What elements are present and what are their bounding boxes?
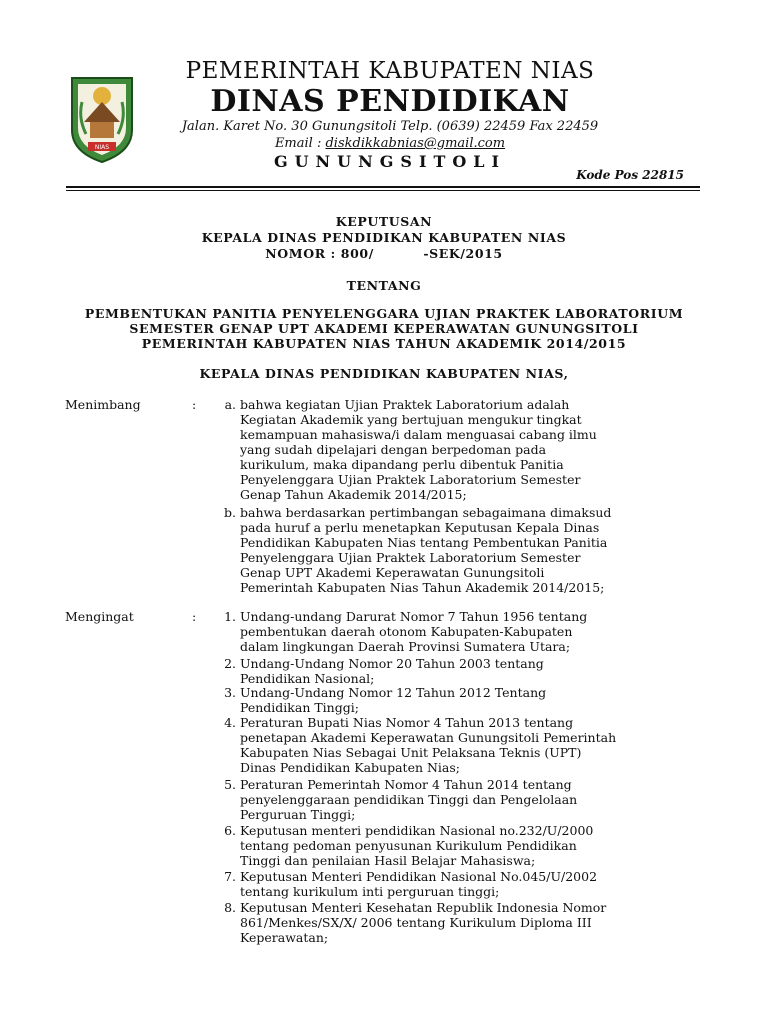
text-line: Pemerintah Kabupaten Nias Tahun Akademik 2014/2015; bbox=[240, 580, 605, 595]
text-line: bahwa kegiatan Ujian Praktek Laboratorium adalah bbox=[240, 397, 570, 412]
text-line: Penyelenggara Ujian Praktek Laboratorium Semester bbox=[240, 550, 581, 565]
text-line: pembentukan daerah otonom Kabupaten-Kabupaten bbox=[240, 624, 573, 639]
text-line: tentang pedoman penyusunan Kurikulum Pendidikan bbox=[240, 838, 577, 853]
text-line: pada huruf a perlu menetapkan Keputusan Kepala Dinas bbox=[240, 520, 600, 535]
regency-emblem-icon bbox=[66, 72, 138, 164]
text-line: Pendidikan Kabupaten Nias tentang Pembentukan Panitia bbox=[240, 535, 608, 550]
decree-subject-line: SEMESTER GENAP UPT AKADEMI KEPERAWATAN GUNUNGSITOLI bbox=[129, 321, 639, 336]
emblem-house bbox=[90, 122, 114, 138]
recalling-marker-5: 5. bbox=[224, 777, 236, 792]
letterhead-rule bbox=[66, 186, 700, 188]
letterhead-rule-thin bbox=[66, 190, 700, 191]
text-line: Peraturan Pemerintah Nomor 4 Tahun 2014 tentang bbox=[240, 777, 572, 792]
text-line: Undang-Undang Nomor 12 Tahun 2012 Tentang bbox=[240, 685, 547, 700]
text-line: Kegiatan Akademik yang bertujuan mengukur tingkat bbox=[240, 412, 582, 427]
recalling-marker-8: 8. bbox=[224, 900, 236, 915]
department-name: DINAS PENDIDIKAN bbox=[210, 84, 570, 119]
text-line: Pendidikan Tinggi; bbox=[240, 700, 359, 715]
considering-colon: : bbox=[192, 397, 197, 412]
recalling-item-1 bbox=[240, 609, 680, 654]
recalling-item-6 bbox=[240, 823, 680, 868]
recalling-item-8 bbox=[240, 900, 680, 945]
text-line: dalam lingkungan Daerah Provinsi Sumatera Utara; bbox=[240, 639, 571, 654]
decree-subject-line: PEMERINTAH KABUPATEN NIAS TAHUN AKADEMIK 2014/2015 bbox=[141, 336, 627, 351]
decree-about: TENTANG bbox=[346, 278, 422, 293]
considering-marker-a: a. bbox=[224, 397, 236, 412]
recalling-marker-1: 1. bbox=[224, 609, 236, 624]
recalling-item-2 bbox=[240, 656, 680, 686]
emblem-label: NIAS bbox=[94, 144, 110, 151]
decree-number: NOMOR : 800/ -SEK/2015 bbox=[265, 246, 503, 261]
text-line: Undang-Undang Nomor 20 Tahun 2003 tentang bbox=[240, 656, 544, 671]
office-address: Jalan. Karet No. 30 Gunungsitoli Telp. (0639) 22459 Fax 22459 bbox=[181, 119, 599, 134]
text-line: Keputusan Menteri Kesehatan Republik Indonesia Nomor bbox=[240, 900, 607, 915]
recalling-item-4 bbox=[240, 715, 680, 775]
government-name: PEMERINTAH KABUPATEN NIAS bbox=[185, 58, 595, 84]
recalling-item-3 bbox=[240, 685, 680, 715]
text-line: Tinggi dan penilaian Hasil Belajar Mahasiswa; bbox=[240, 853, 536, 868]
recalling-marker-6: 6. bbox=[224, 823, 236, 838]
text-line: penetapan Akademi Keperawatan Gunungsitoli Pemerintah bbox=[240, 730, 617, 745]
text-line: bahwa berdasarkan pertimbangan sebagaimana dimaksud bbox=[240, 505, 612, 520]
email-link[interactable]: diskdikkabnias@gmail.com bbox=[325, 136, 506, 151]
recalling-item-5 bbox=[240, 777, 680, 822]
text-line: Perguruan Tinggi; bbox=[240, 807, 356, 822]
text-line: Dinas Pendidikan Kabupaten Nias; bbox=[240, 760, 461, 775]
considering-marker-b: b. bbox=[224, 505, 236, 520]
considering-item-b bbox=[240, 505, 680, 595]
text-line: Genap UPT Akademi Keperawatan Gunungsitoli bbox=[240, 565, 545, 580]
recalling-label: Mengingat bbox=[65, 609, 134, 624]
decree-subject-line: PEMBENTUKAN PANITIA PENYELENGGARA UJIAN PRAKTEK LABORATORIUM bbox=[84, 306, 684, 321]
text-line: penyelenggaraan pendidikan Tinggi dan Pengelolaan bbox=[240, 792, 578, 807]
text-line: Peraturan Bupati Nias Nomor 4 Tahun 2013 tentang bbox=[240, 715, 574, 730]
recalling-marker-7: 7. bbox=[224, 869, 236, 884]
text-line: Pendidikan Nasional; bbox=[240, 671, 375, 686]
recalling-item-7 bbox=[240, 869, 680, 899]
email-label: Email : bbox=[274, 136, 322, 151]
decree-issuer: KEPALA DINAS PENDIDIKAN KABUPATEN NIAS bbox=[201, 230, 567, 245]
text-line: Kabupaten Nias Sebagai Unit Pelaksana Teknis (UPT) bbox=[240, 745, 582, 760]
text-line: Keputusan menteri pendidikan Nasional no.232/U/2000 bbox=[240, 823, 594, 838]
text-line: Penyelenggara Ujian Praktek Laboratorium Semester bbox=[240, 472, 581, 487]
text-line: Keperawatan; bbox=[240, 930, 329, 945]
text-line: Keputusan Menteri Pendidikan Nasional No.045/U/2002 bbox=[240, 869, 598, 884]
text-line: tentang kurikulum inti perguruan tinggi; bbox=[240, 884, 500, 899]
recalling-colon: : bbox=[192, 609, 197, 624]
decree-title: KEPUTUSAN bbox=[335, 214, 433, 229]
email-line bbox=[150, 136, 630, 151]
text-line: Genap Tahun Akademik 2014/2015; bbox=[240, 487, 467, 502]
city-name: GUNUNGSITOLI bbox=[273, 152, 507, 171]
decree-authority: KEPALA DINAS PENDIDIKAN KABUPATEN NIAS, bbox=[199, 366, 569, 381]
recalling-marker-4: 4. bbox=[224, 715, 236, 730]
regency-logo bbox=[66, 72, 138, 164]
text-line: kurikulum, maka dipandang perlu dibentuk Panitia bbox=[240, 457, 564, 472]
postal-code: Kode Pos 22815 bbox=[576, 168, 684, 182]
recalling-marker-2: 2. bbox=[224, 656, 236, 671]
considering-item-a bbox=[240, 397, 680, 502]
text-line: yang sudah dipelajari dengan berpedoman pada bbox=[240, 442, 547, 457]
text-line: 861/Menkes/SX/X/ 2006 tentang Kurikulum Diploma III bbox=[240, 915, 592, 930]
text-line: Undang-undang Darurat Nomor 7 Tahun 1956 tentang bbox=[240, 609, 588, 624]
considering-label: Menimbang bbox=[65, 397, 141, 412]
text-line: kemampuan mahasiswa/i dalam menguasai cabang ilmu bbox=[240, 427, 597, 442]
recalling-marker-3: 3. bbox=[224, 685, 236, 700]
